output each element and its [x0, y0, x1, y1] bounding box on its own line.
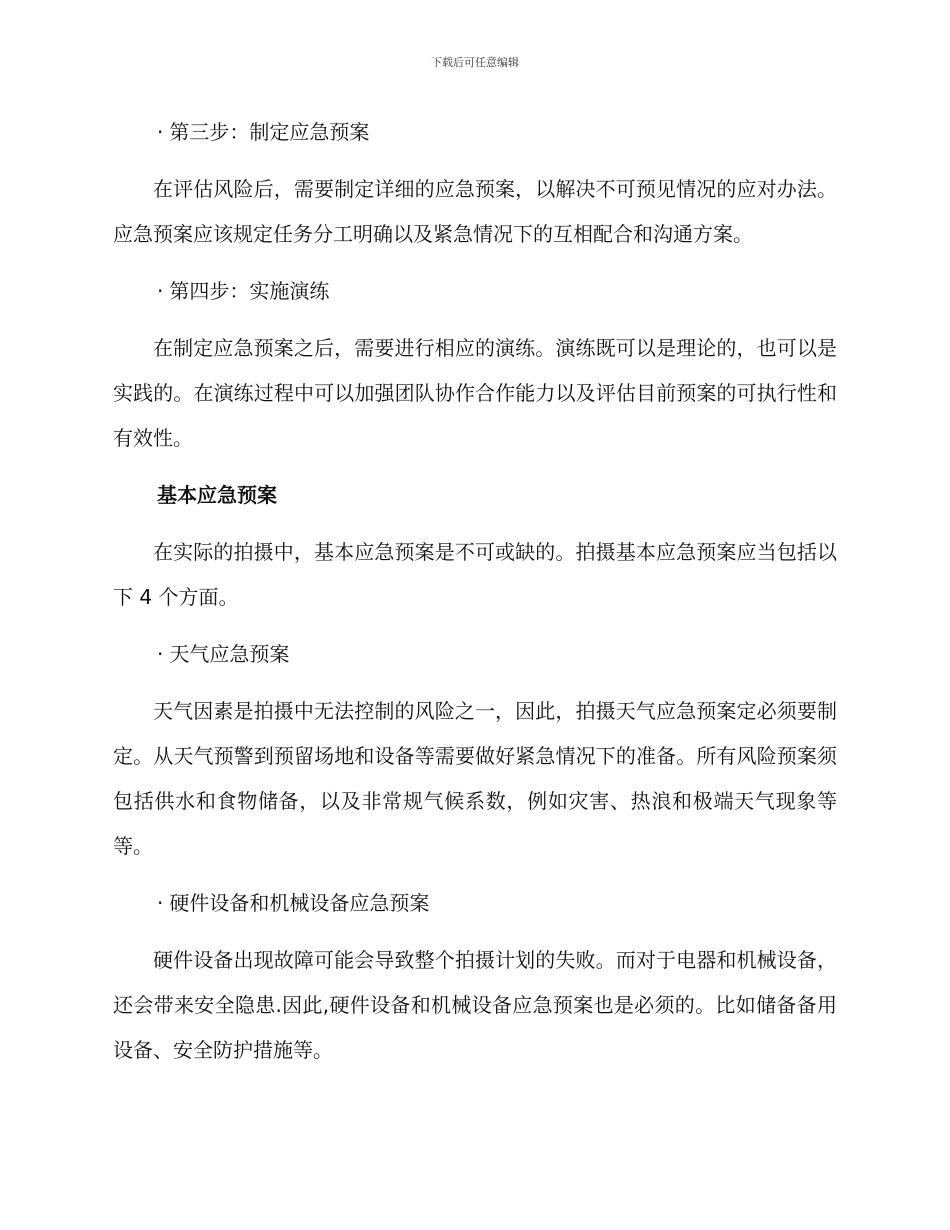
- bullet-text: 天气应急预案: [169, 642, 290, 666]
- paragraph-step-four: 在制定应急预案之后，需要进行相应的演练。演练既可以是理论的，也可以是实践的。在演练过程中可以加强团队协作合作能力以及评估目前预案的可执行性和有效性。: [113, 336, 837, 450]
- bullet-equipment-plan: [113, 881, 837, 926]
- bullet-dot: ·: [157, 891, 164, 915]
- bullet-weather-plan: [113, 632, 837, 677]
- bullet-step-four: [113, 269, 837, 314]
- paragraph-equipment-plan: 硬件设备出现故障可能会导致整个拍摄计划的失败。而对于电器和机械设备，还会带来安全隐患.因此,硬件设备和机械设备应急预案也是必须的。比如储备备用设备、安全防护措施等。: [113, 948, 837, 1062]
- bullet-step-three: [113, 110, 837, 155]
- bullet-text: 硬件设备和机械设备应急预案: [169, 891, 430, 915]
- paragraph-basic-plan: 在实际的拍摄中，基本应急预案是不可或缺的。拍摄基本应急预案应当包括以下 4 个方面。: [113, 540, 837, 609]
- bullet-dot: ·: [157, 120, 164, 144]
- bullet-text: 第三步：制定应急预案: [169, 120, 370, 144]
- page-header: 下载后可任意编辑: [431, 56, 519, 69]
- paragraph-step-three: 在评估风险后，需要制定详细的应急预案，以解决不可预见情况的应对办法。应急预案应该规定任务分工明确以及紧急情况下的互相配合和沟通方案。: [113, 177, 837, 246]
- section-heading: 基本应急预案: [157, 483, 277, 507]
- bullet-text: 第四步：实施演练: [169, 279, 330, 303]
- document-body: [113, 110, 837, 1073]
- bullet-dot: ·: [157, 642, 164, 666]
- bullet-dot: ·: [157, 279, 164, 303]
- paragraph-weather-plan: 天气因素是拍摄中无法控制的风险之一，因此，拍摄天气应急预案定必须要制定。从天气预警到预留场地和设备等需要做好紧急情况下的准备。所有风险预案须包括供水和食物储备，以及非常规气候系数，例如灾害、热浪和极端天气现象等等。: [113, 699, 837, 858]
